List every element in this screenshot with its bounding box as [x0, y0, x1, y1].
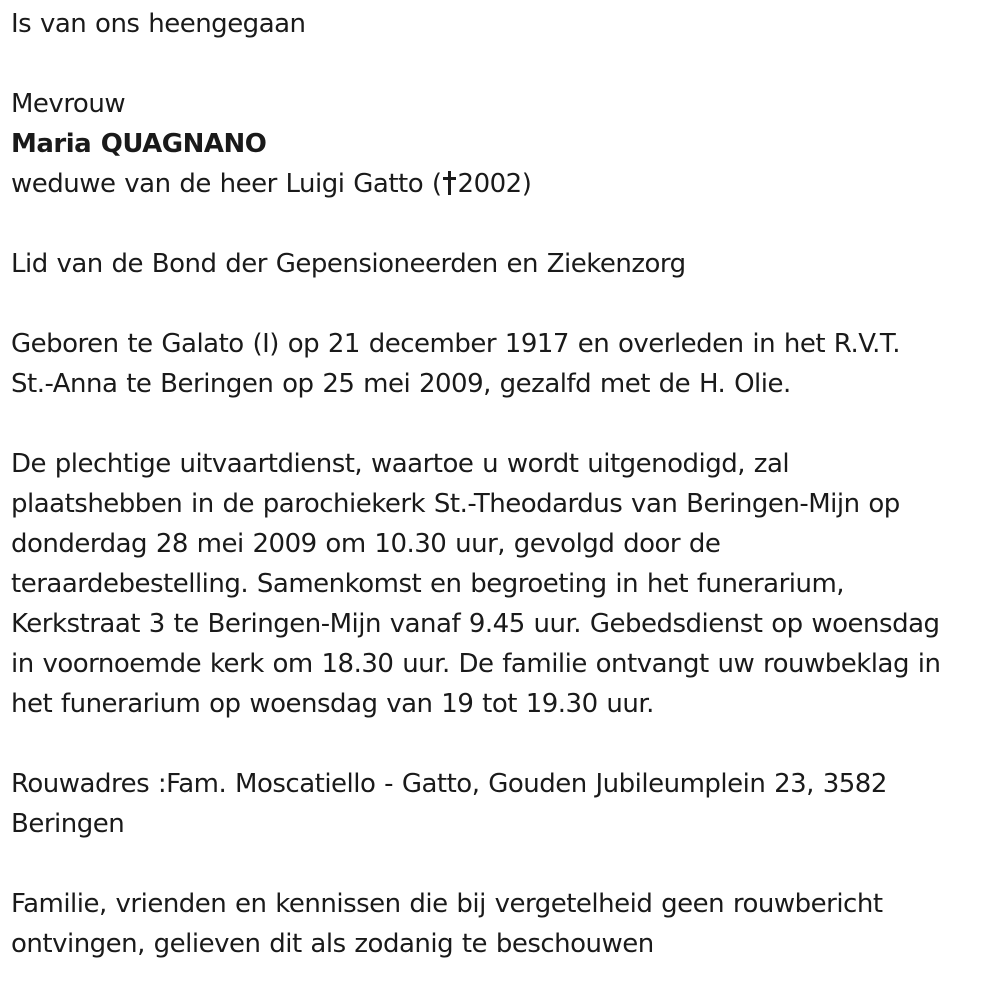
spacer: [11, 284, 996, 324]
spacer: [11, 204, 996, 244]
service-line: het funerarium op woensdag van 19 tot 19.30 uur.: [11, 689, 654, 719]
spacer: [11, 844, 996, 884]
address-line: Beringen: [11, 809, 125, 839]
widow-year: 2002: [457, 169, 522, 199]
deceased-name: Maria QUAGNANO: [11, 129, 267, 159]
salutation: Mevrouw: [11, 89, 126, 119]
cross-icon: [442, 170, 457, 196]
service-line: donderdag 28 mei 2009 om 10.30 uur, gevolgd door de: [11, 529, 721, 559]
spacer: [11, 724, 996, 764]
service-line: in voornoemde kerk om 18.30 uur. De familie ontvangt uw rouwbeklag in: [11, 649, 941, 679]
widow-suffix: ): [521, 169, 532, 199]
birth-line: Geboren te Galato (I) op 21 december 1917 en overleden in het R.V.T.: [11, 329, 900, 359]
service-line: teraardebestelling. Samenkomst en begroeting in het funerarium,: [11, 569, 845, 599]
closing-line: ontvingen, gelieven dit als zodanig te beschouwen: [11, 929, 654, 959]
service-line: plaatshebben in de parochiekerk St.-Theodardus van Beringen-Mijn op: [11, 489, 900, 519]
address-line: Rouwadres :Fam. Moscatiello - Gatto, Gouden Jubileumplein 23, 3582: [11, 769, 887, 799]
widow-line: [11, 164, 996, 204]
death-notice: [11, 4, 996, 964]
closing-line: Familie, vrienden en kennissen die bij vergetelheid geen rouwbericht: [11, 889, 883, 919]
widow-prefix: weduwe van de heer Luigi Gatto (: [11, 169, 442, 199]
spacer: [11, 44, 996, 84]
service-line: Kerkstraat 3 te Beringen-Mijn vanaf 9.45 uur. Gebedsdienst op woensdag: [11, 609, 940, 639]
membership-text: Lid van de Bond der Gepensioneerden en Ziekenzorg: [11, 249, 686, 279]
intro-text: Is van ons heengegaan: [11, 9, 306, 39]
birth-line: St.-Anna te Beringen op 25 mei 2009, gezalfd met de H. Olie.: [11, 369, 791, 399]
service-line: De plechtige uitvaartdienst, waartoe u wordt uitgenodigd, zal: [11, 449, 790, 479]
spacer: [11, 404, 996, 444]
